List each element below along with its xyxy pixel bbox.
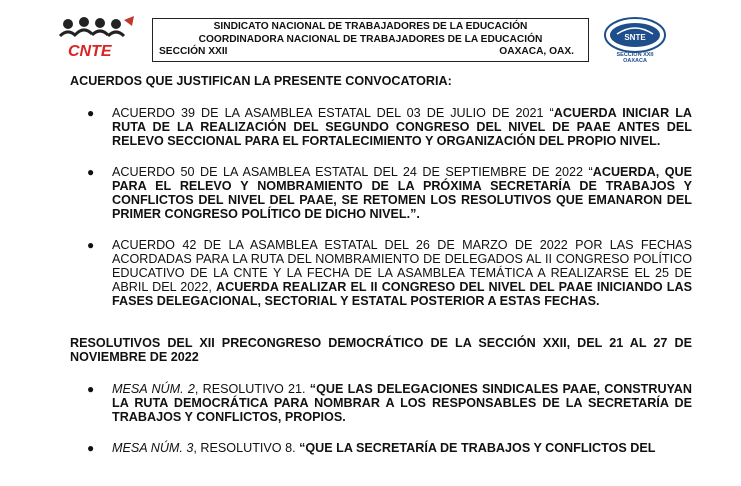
document-body bbox=[70, 74, 692, 455]
item-text: ACUERDO 50 DE LA ASAMBLEA ESTATAL DEL 24 DE SEPTIEMBRE DE 2022 “ bbox=[112, 165, 593, 179]
acuerdos-list bbox=[70, 106, 692, 308]
section-title-acuerdos: ACUERDOS QUE JUSTIFICAN LA PRESENTE CONVOCATORIA: bbox=[70, 74, 452, 88]
header-section: SECCIÓN XXII bbox=[159, 46, 228, 57]
header-line-1: SINDICATO NACIONAL DE TRABAJADORES DE LA EDUCACIÓN bbox=[213, 21, 528, 32]
list-item bbox=[70, 106, 692, 148]
cnte-logo bbox=[54, 14, 140, 60]
item-text: ACUERDO 39 DE LA ASAMBLEA ESTATAL DEL 03 DE JULIO DE 2021 “ bbox=[112, 106, 554, 120]
section-title-resolutivos: RESOLUTIVOS DEL XII PRECONGRESO DEMOCRÁTICO DE LA SECCIÓN XXII, DEL 21 AL 27 DE NOVIEMBRE DE 2022 bbox=[70, 336, 692, 364]
item-text: , RESOLUTIVO 8. bbox=[193, 441, 300, 455]
list-item bbox=[70, 238, 692, 308]
item-italic-text: MESA NÚM. 2 bbox=[112, 382, 195, 396]
snte-logo-text: SNTE bbox=[624, 33, 646, 42]
resolutivos-list bbox=[70, 382, 692, 455]
item-text: , RESOLUTIVO 21. bbox=[194, 382, 310, 396]
bullet-icon: ● bbox=[87, 441, 95, 455]
bullet-icon: ● bbox=[87, 238, 95, 252]
item-bold-text: ACUERDA REALIZAR EL II CONGRESO DEL NIVEL DEL PAAE INICIANDO LAS FASES DELEGACIONAL, SECTORIAL Y ESTATAL POSTERIOR A ESTAS FECHAS. bbox=[112, 280, 692, 308]
bullet-icon: ● bbox=[87, 382, 95, 396]
header-title-box bbox=[152, 18, 589, 62]
item-italic-text: MESA NÚM. 3 bbox=[112, 441, 194, 455]
snte-caption-2: OAXACA bbox=[623, 58, 647, 62]
header-line-3 bbox=[159, 46, 588, 59]
header-line-2: COORDINADORA NACIONAL DE TRABAJADORES DE LA EDUCACIÓN bbox=[198, 33, 543, 45]
document-header bbox=[0, 0, 741, 62]
snte-logo bbox=[603, 16, 667, 62]
item-bold-text: ACUERDA, QUE PARA EL RELEVO Y NOMBRAMIENTO DE LA PRÓXIMA SECRETARÍA DE TRABAJOS Y CONFLICTOS DEL NIVEL DEL PAAE, SE RETOMEN LOS RESOLUTIVOS QUE EMANARON DEL PRIMER CONGRESO POLÍTICO DE DICHO NIVEL.”. bbox=[112, 165, 693, 221]
snte-caption-1: SECCIÓN XXII bbox=[616, 52, 654, 58]
item-bold-text: “QUE LA SECRETARÍA DE TRABAJOS Y CONFLICTOS DEL bbox=[299, 441, 656, 455]
list-item bbox=[70, 382, 692, 424]
item-bold-text: ACUERDA INICIAR LA RUTA DE LA REALIZACIÓN DEL SEGUNDO CONGRESO DEL NIVEL DE PAAE ANTES DEL RELEVO SECCIONAL PARA EL FORTALECIMIENTO Y ORGANIZACIÓN DEL PROPIO NIVEL. bbox=[112, 106, 692, 148]
item-text: ACUERDO 42 DE LA ASAMBLEA ESTATAL DEL 26 DE MARZO DE 2022 POR LAS FECHAS ACORDADAS PARA LA RUTA DEL NOMBRAMIENTO DE DELEGADOS AL II CONGRESO POLÍTICO EDUCATIVO DE LA CNTE Y LA FECHA DE LA ASAMBLEA TEMÁTICA A REALIZARSE EL 25 DE ABRIL DEL 2022, bbox=[112, 238, 692, 294]
list-item bbox=[70, 165, 692, 221]
list-item bbox=[70, 441, 692, 455]
bullet-icon: ● bbox=[87, 165, 95, 179]
bullet-icon: ● bbox=[87, 106, 95, 120]
header-location: OAXACA, OAX. bbox=[499, 46, 574, 57]
item-bold-text: “QUE LAS DELEGACIONES SINDICALES PAAE, CONSTRUYAN LA RUTA DEMOCRÁTICA PARA NOMBRAR A LOS RESPONSABLES DE LA SECRETARÍA DE TRABAJOS Y CONFLICTOS, PROPIOS. bbox=[112, 382, 692, 424]
cnte-logo-text: CNTE bbox=[68, 43, 112, 60]
